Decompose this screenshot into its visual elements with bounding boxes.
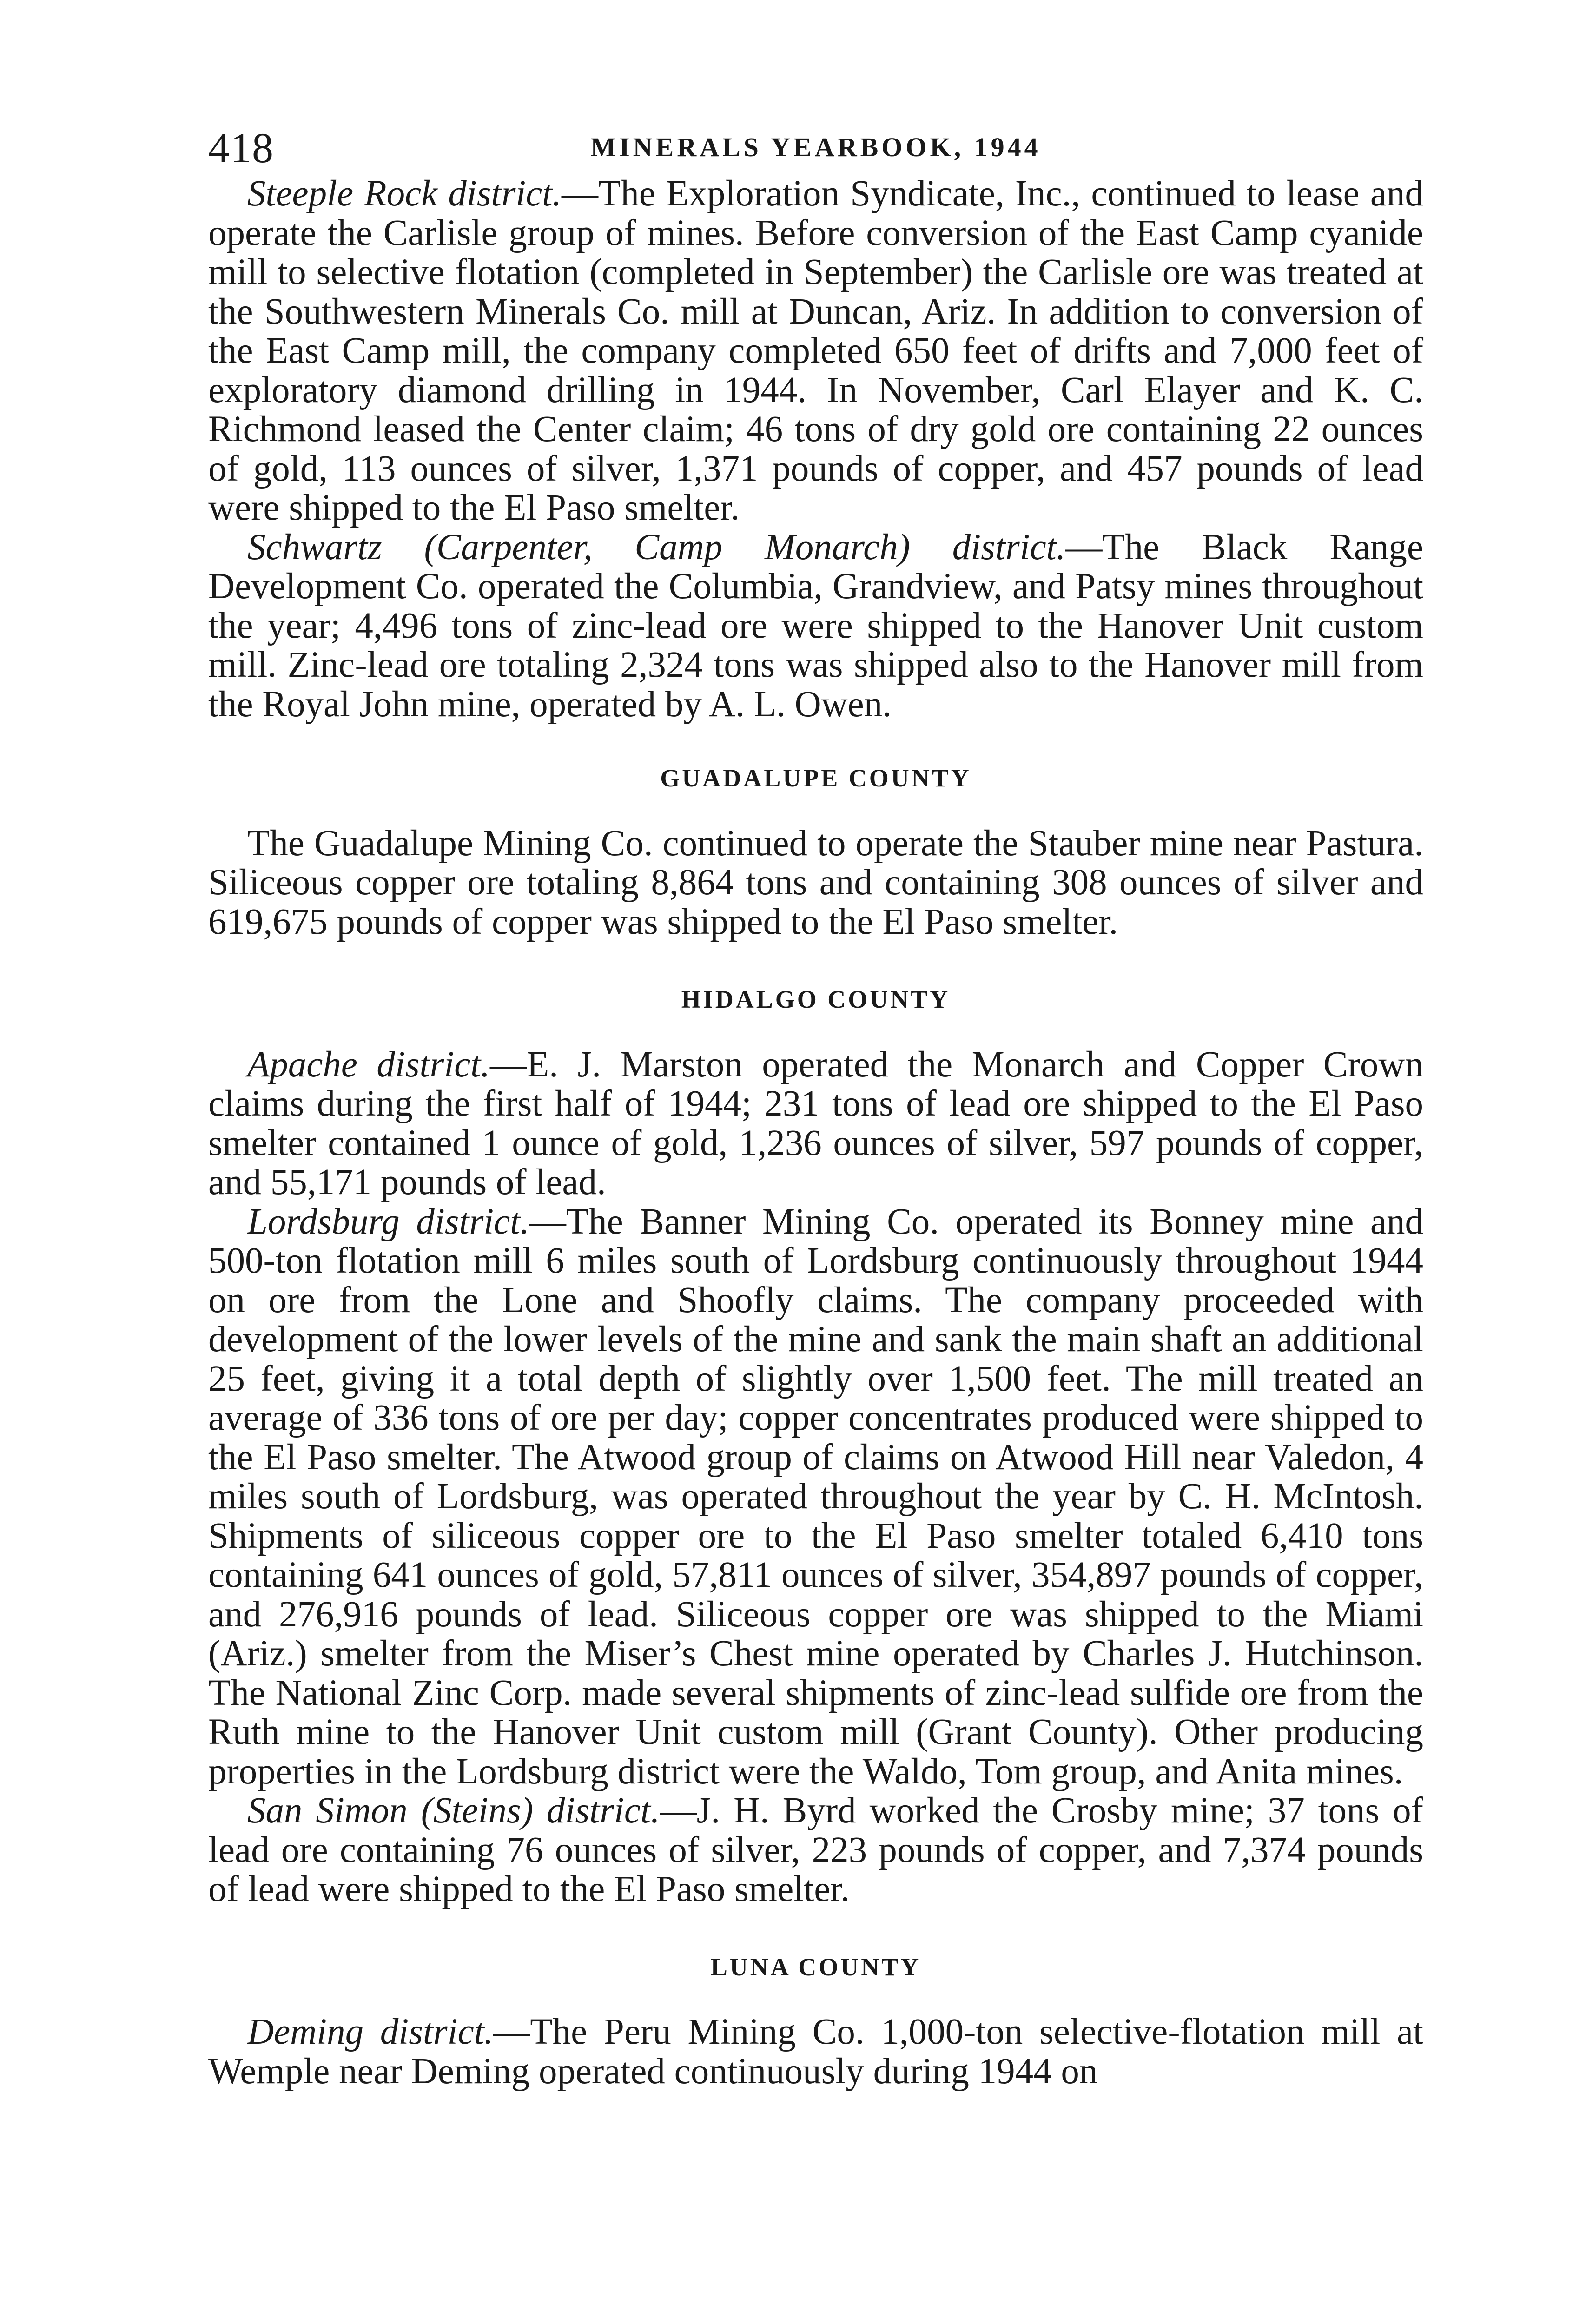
body-text (208, 174, 1423, 2091)
page-number: 418 (208, 124, 274, 172)
paragraph-text: —J. H. Byrd worked the Crosby mine; 37 tons of lead ore containing 76 ounces of silver, 223 pounds of copper, and 7,374 pounds of lead were shipped to the El Paso smelter. (208, 1790, 1423, 1909)
paragraph-text: —The Banner Mining Co. operated its Bonney mine and 500-ton flotation mill 6 miles south of Lordsburg continuously throughout 1944 on ore from the Lone and Shoofly claims. The company proceeded with development of the lower levels of the mine and sank the main shaft an additional 25 feet, giving it a total depth of slightly over 1,500 feet. The mill treated an average of 336 tons of ore per day; copper concentrates produced were shipped to the El Paso smelter. The Atwood group of claims on Atwood Hill near Valedon, 4 miles south of Lordsburg, was operated throughout the year by C. H. McIntosh. Shipments of siliceous copper ore to the El Paso smelter totaled 6,410 tons containing 641 ounces of gold, 57,811 ounces of silver, 354,897 pounds of copper, and 276,916 pounds of lead. Siliceous copper ore was shipped to the Miami (Ariz.) smelter from the Miser’s Chest mine operated by Charles J. Hutchinson. The National Zinc Corp. made several shipments of zinc-lead sulfide ore from the Ruth mine to the Hanover Unit custom mill (Grant County). Other producing properties in the Lordsburg district were the Waldo, Tom group, and Anita mines. (208, 1201, 1423, 1792)
section-heading-guadalupe-county: GUADALUPE COUNTY (660, 764, 971, 792)
district-name: Lordsburg district. (247, 1201, 529, 1242)
paragraph-text: —The Peru Mining Co. 1,000-ton selective-flotation mill at Wemple near Deming operated continuously during 1944 on (208, 2012, 1423, 2092)
paragraph-text: The Guadalupe Mining Co. continued to operate the Stauber mine near Pastura. Siliceous copper ore totaling 8,864 tons and containing 308 ounces of silver and 619,675 pounds of copper was shipped to the El Paso smelter. (208, 823, 1423, 942)
section-heading-luna-county: LUNA COUNTY (710, 1953, 921, 1981)
district-name: Schwartz (Carpenter, Camp Monarch) district. (247, 527, 1066, 568)
district-name: San Simon (Steins) district. (247, 1790, 660, 1831)
paragraph-lordsburg (208, 1202, 1423, 1792)
district-name: Deming district. (247, 2012, 494, 2052)
paragraph-text: —The Black Range Development Co. operated the Columbia, Grandview, and Patsy mines throughout the year; 4,496 tons of zinc-lead ore were shipped to the Hanover Unit custom mill. Zinc-lead ore totaling 2,324 tons was shipped also to the Hanover mill from the Royal John mine, operated by A. L. Owen. (208, 527, 1423, 725)
running-title: MINERALS YEARBOOK, 1944 (590, 132, 1041, 162)
paragraph-san-simon (208, 1791, 1423, 1909)
paragraph-steeple-rock (208, 174, 1423, 528)
district-name: Apache district. (247, 1044, 490, 1085)
running-head (208, 123, 1423, 174)
paragraph-guadalupe (208, 824, 1423, 942)
paragraph-deming (208, 2013, 1423, 2091)
district-name: Steeple Rock district. (247, 173, 562, 214)
paragraph-text: —E. J. Marston operated the Monarch and Copper Crown claims during the first half of 1944; 231 tons of lead ore shipped to the El Paso smelter contained 1 ounce of gold, 1,236 ounces of silver, 597 pounds of copper, and 55,171 pounds of lead. (208, 1044, 1423, 1202)
paragraph-text: —The Exploration Syndicate, Inc., continued to lease and operate the Carlisle group of mines. Before conversion of the East Camp cyanide mill to selective flotation (completed in September) the Carlisle ore was treated at the Southwestern Minerals Co. mill at Duncan, Ariz. In addition to conversion of the East Camp mill, the company completed 650 feet of drifts and 7,000 feet of exploratory diamond drilling in 1944. In November, Carl Elayer and K. C. Richmond leased the Center claim; 46 tons of dry gold ore containing 22 ounces of gold, 113 ounces of silver, 1,371 pounds of copper, and 457 pounds of lead were shipped to the El Paso smelter. (208, 173, 1423, 528)
section-heading-hidalgo-county: HIDALGO COUNTY (681, 985, 951, 1013)
paragraph-apache (208, 1045, 1423, 1202)
paragraph-schwartz (208, 528, 1423, 725)
